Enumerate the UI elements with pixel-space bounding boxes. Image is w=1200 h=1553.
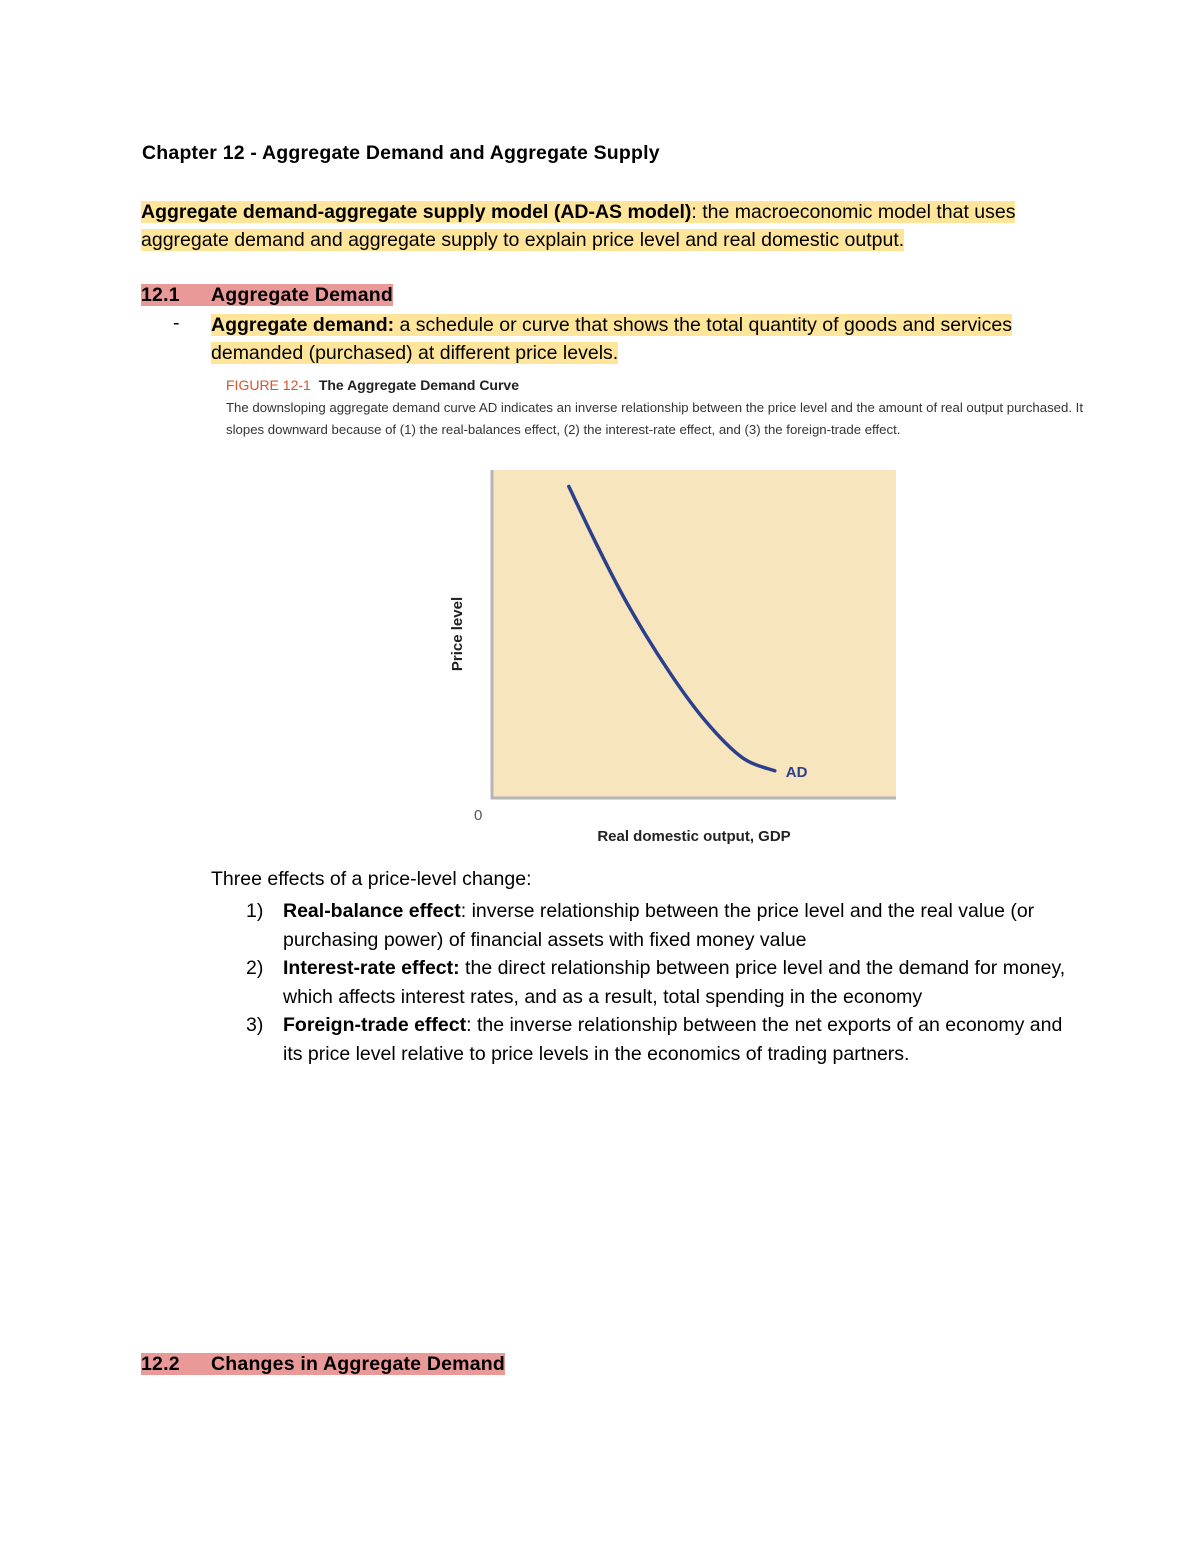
aggregate-demand-chart xyxy=(430,460,910,855)
effect-term: Real-balance effect xyxy=(283,900,461,922)
effect-text: the inverse relationship between the net exports of an economy and its price level relative to price levels in the economics of trading partners. xyxy=(283,1014,1063,1065)
list-item xyxy=(246,954,1066,1011)
model-definition: Aggregate demand-aggregate supply model (AD-AS model): the macroeconomic model that uses aggregate demand and aggregate supply to explain price level and real domestic output. xyxy=(141,201,1016,251)
model-definition-text: the macroeconomic model that uses aggregate demand and aggregate supply to explain price level and real domestic output. xyxy=(141,201,1016,251)
model-term: Aggregate demand-aggregate supply model (AD-AS model) xyxy=(141,201,692,223)
section-number: 12.2 xyxy=(141,1353,180,1375)
aggregate-demand-definition xyxy=(211,311,1031,367)
list-number: 3) xyxy=(246,1014,264,1036)
effect-term: Foreign-trade effect xyxy=(283,1014,467,1036)
section-heading-12-2 xyxy=(141,1353,505,1376)
figure-title: The Aggregate Demand Curve xyxy=(318,377,520,393)
effect-term: Interest-rate effect: xyxy=(283,957,460,979)
list-item: 3) Foreign-trade effect: the inverse relationship between the net exports of an economy and its price level relative to price levels in the economics of trading partners. xyxy=(246,1011,1066,1068)
figure-caption xyxy=(226,374,1106,441)
effects-list xyxy=(246,897,1066,1068)
y-axis-label: Price level xyxy=(449,596,466,672)
bullet-marker: - xyxy=(173,312,180,334)
section-title: Changes in Aggregate Demand xyxy=(211,1353,505,1375)
plot-area xyxy=(492,470,896,797)
section-heading-12-1 xyxy=(141,284,393,307)
page-title: Chapter 12 - Aggregate Demand and Aggregate Supply xyxy=(142,142,660,164)
section-number: 12.1 xyxy=(141,284,180,306)
ad-curve-label: AD xyxy=(785,763,808,781)
figure-label: FIGURE 12-1 xyxy=(226,377,311,393)
bullet-definition: a schedule or curve that shows the total quantity of goods and services demanded (purchased) at different price levels. xyxy=(211,314,1012,364)
list-number: 1) xyxy=(246,900,264,922)
effect-text: inverse relationship between the price level and the real value (or purchasing power) of financial assets with fixed money value xyxy=(283,900,1035,951)
figure-description: The downsloping aggregate demand curve AD indicates an inverse relationship between the price level and the amount of real output purchased. It slopes downward because of (1) the real-balances effect, (2) the interest-rate effect, and (3) the foreign-trade effect. xyxy=(226,400,1083,437)
effect-text: the direct relationship between price level and the demand for money, which affects interest rates, and as a result, total spending in the economy xyxy=(283,957,1066,1008)
section-title: Aggregate Demand xyxy=(211,284,393,306)
origin-label: 0 xyxy=(474,807,483,824)
list-number: 2) xyxy=(246,957,264,979)
bullet-term: Aggregate demand: xyxy=(211,314,395,336)
list-item: 1) Real-balance effect: inverse relationship between the price level and the real value (or purchasing power) of financial assets with fixed money value xyxy=(246,897,1066,954)
x-axis-label: Real domestic output, GDP xyxy=(597,828,791,845)
effects-intro: Three effects of a price-level change: xyxy=(211,868,532,890)
